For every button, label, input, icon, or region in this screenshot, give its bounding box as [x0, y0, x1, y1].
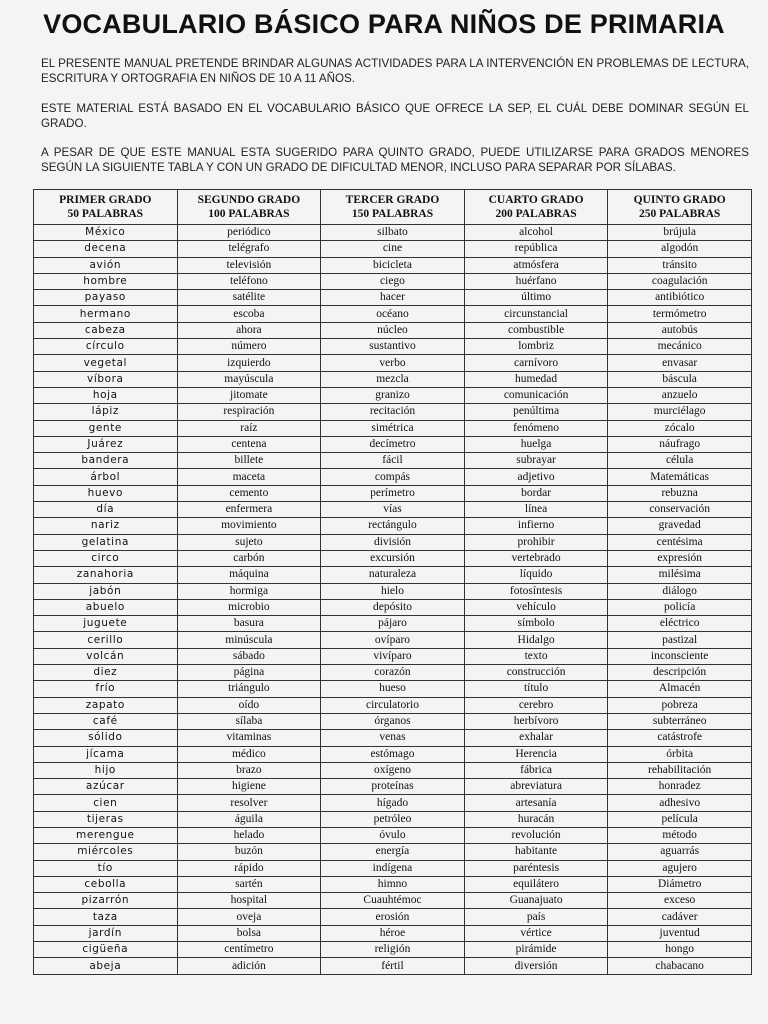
word-cell-primer-grado: hoja — [34, 387, 178, 403]
word-cell-primer-grado: jardín — [34, 925, 178, 941]
table-row — [34, 387, 752, 403]
word-cell-primer-grado: México — [34, 225, 178, 241]
word-cell-tercer-grado: mezcla — [321, 371, 465, 387]
word-cell-cuarto-grado: último — [464, 290, 608, 306]
word-cell-primer-grado: abeja — [34, 958, 178, 974]
table-row — [34, 746, 752, 762]
word-cell-primer-grado: hombre — [34, 273, 178, 289]
table-row — [34, 844, 752, 860]
word-cell-cuarto-grado: combustible — [464, 322, 608, 338]
word-cell-tercer-grado: hígado — [321, 795, 465, 811]
word-cell-cuarto-grado: penúltima — [464, 404, 608, 420]
word-cell-primer-grado: payaso — [34, 290, 178, 306]
word-cell-primer-grado: zanahoria — [34, 567, 178, 583]
word-cell-cuarto-grado: abreviatura — [464, 779, 608, 795]
word-cell-segundo-grado: sartén — [177, 876, 321, 892]
word-cell-cuarto-grado: comunicación — [464, 387, 608, 403]
word-cell-quinto-grado: diálogo — [608, 583, 752, 599]
word-cell-cuarto-grado: paréntesis — [464, 860, 608, 876]
word-cell-cuarto-grado: huérfano — [464, 273, 608, 289]
word-cell-segundo-grado: brazo — [177, 762, 321, 778]
word-cell-primer-grado: gente — [34, 420, 178, 436]
word-cell-segundo-grado: mayúscula — [177, 371, 321, 387]
header-word-count: 100 PALABRAS — [208, 208, 290, 220]
word-cell-tercer-grado: vías — [321, 502, 465, 518]
word-cell-cuarto-grado: construcción — [464, 665, 608, 681]
word-cell-segundo-grado: microbio — [177, 599, 321, 615]
word-cell-quinto-grado: descripción — [608, 665, 752, 681]
table-row — [34, 436, 752, 452]
word-cell-tercer-grado: cine — [321, 241, 465, 257]
word-cell-quinto-grado: catástrofe — [608, 730, 752, 746]
word-cell-tercer-grado: energía — [321, 844, 465, 860]
table-row — [34, 420, 752, 436]
word-cell-quinto-grado: brújula — [608, 225, 752, 241]
word-cell-segundo-grado: raíz — [177, 420, 321, 436]
header-word-count: 250 PALABRAS — [639, 208, 721, 220]
word-cell-segundo-grado: maceta — [177, 469, 321, 485]
word-cell-segundo-grado: página — [177, 665, 321, 681]
word-cell-primer-grado: lápiz — [34, 404, 178, 420]
word-cell-primer-grado: Juárez — [34, 436, 178, 452]
word-cell-segundo-grado: teléfono — [177, 273, 321, 289]
word-cell-quinto-grado: anzuelo — [608, 387, 752, 403]
word-cell-segundo-grado: centímetro — [177, 942, 321, 958]
word-cell-quinto-grado: antibiótico — [608, 290, 752, 306]
word-cell-quinto-grado: juventud — [608, 925, 752, 941]
word-cell-cuarto-grado: infierno — [464, 518, 608, 534]
word-cell-quinto-grado: policía — [608, 599, 752, 615]
word-cell-quinto-grado: autobús — [608, 322, 752, 338]
table-row — [34, 942, 752, 958]
word-cell-quinto-grado: zócalo — [608, 420, 752, 436]
word-cell-quinto-grado: náufrago — [608, 436, 752, 452]
word-cell-tercer-grado: granizo — [321, 387, 465, 403]
word-cell-tercer-grado: compás — [321, 469, 465, 485]
word-cell-cuarto-grado: habitante — [464, 844, 608, 860]
word-cell-primer-grado: nariz — [34, 518, 178, 534]
word-cell-cuarto-grado: símbolo — [464, 616, 608, 632]
word-cell-primer-grado: avión — [34, 257, 178, 273]
table-row — [34, 958, 752, 974]
table-row — [34, 453, 752, 469]
word-cell-tercer-grado: himno — [321, 876, 465, 892]
word-cell-primer-grado: pizarrón — [34, 893, 178, 909]
word-cell-primer-grado: jabón — [34, 583, 178, 599]
word-cell-cuarto-grado: línea — [464, 502, 608, 518]
word-cell-quinto-grado: murciélago — [608, 404, 752, 420]
word-cell-segundo-grado: minúscula — [177, 632, 321, 648]
page-title: VOCABULARIO BÁSICO PARA NIÑOS DE PRIMARIA — [43, 9, 725, 39]
word-cell-cuarto-grado: texto — [464, 648, 608, 664]
word-cell-segundo-grado: televisión — [177, 257, 321, 273]
word-cell-primer-grado: diez — [34, 665, 178, 681]
word-cell-tercer-grado: naturaleza — [321, 567, 465, 583]
word-cell-cuarto-grado: república — [464, 241, 608, 257]
word-cell-segundo-grado: máquina — [177, 567, 321, 583]
word-cell-quinto-grado: coagulación — [608, 273, 752, 289]
word-cell-segundo-grado: satélite — [177, 290, 321, 306]
word-cell-cuarto-grado: cerebro — [464, 697, 608, 713]
word-cell-segundo-grado: oveja — [177, 909, 321, 925]
word-cell-tercer-grado: simétrica — [321, 420, 465, 436]
table-row — [34, 257, 752, 273]
header-primer-grado — [34, 190, 178, 225]
word-cell-primer-grado: cabeza — [34, 322, 178, 338]
word-cell-cuarto-grado: circunstancial — [464, 306, 608, 322]
word-cell-quinto-grado: cadáver — [608, 909, 752, 925]
word-cell-segundo-grado: triángulo — [177, 681, 321, 697]
vocabulary-table — [33, 189, 752, 975]
table-row — [34, 371, 752, 387]
word-cell-primer-grado: cebolla — [34, 876, 178, 892]
header-segundo-grado — [177, 190, 321, 225]
word-cell-cuarto-grado: atmósfera — [464, 257, 608, 273]
word-cell-segundo-grado: ahora — [177, 322, 321, 338]
word-cell-cuarto-grado: diversión — [464, 958, 608, 974]
word-cell-segundo-grado: jitomate — [177, 387, 321, 403]
word-cell-primer-grado: bandera — [34, 453, 178, 469]
word-cell-segundo-grado: resolver — [177, 795, 321, 811]
table-row — [34, 730, 752, 746]
word-cell-tercer-grado: excursión — [321, 550, 465, 566]
word-cell-quinto-grado: exceso — [608, 893, 752, 909]
word-cell-primer-grado: taza — [34, 909, 178, 925]
word-cell-quinto-grado: expresión — [608, 550, 752, 566]
word-cell-segundo-grado: cemento — [177, 485, 321, 501]
table-row — [34, 909, 752, 925]
word-cell-segundo-grado: centena — [177, 436, 321, 452]
word-cell-tercer-grado: pájaro — [321, 616, 465, 632]
table-row — [34, 550, 752, 566]
word-cell-tercer-grado: depósito — [321, 599, 465, 615]
word-cell-tercer-grado: circulatorio — [321, 697, 465, 713]
word-cell-tercer-grado: corazón — [321, 665, 465, 681]
table-row — [34, 697, 752, 713]
word-cell-primer-grado: azúcar — [34, 779, 178, 795]
table-row — [34, 322, 752, 338]
word-cell-cuarto-grado: carnívoro — [464, 355, 608, 371]
word-cell-segundo-grado: billete — [177, 453, 321, 469]
word-cell-cuarto-grado: prohibir — [464, 534, 608, 550]
table-row — [34, 355, 752, 371]
word-cell-tercer-grado: Cuauhtémoc — [321, 893, 465, 909]
table-header-row — [34, 190, 752, 225]
word-cell-tercer-grado: decímetro — [321, 436, 465, 452]
word-cell-cuarto-grado: lombriz — [464, 339, 608, 355]
word-cell-primer-grado: cerillo — [34, 632, 178, 648]
word-cell-primer-grado: vegetal — [34, 355, 178, 371]
table-row — [34, 860, 752, 876]
word-cell-segundo-grado: sílaba — [177, 713, 321, 729]
header-grade: TERCER GRADO — [345, 194, 440, 206]
word-cell-cuarto-grado: equilátero — [464, 876, 608, 892]
word-cell-cuarto-grado: herbívoro — [464, 713, 608, 729]
table-row — [34, 648, 752, 664]
word-cell-tercer-grado: héroe — [321, 925, 465, 941]
word-cell-primer-grado: juguete — [34, 616, 178, 632]
word-cell-quinto-grado: inconsciente — [608, 648, 752, 664]
word-cell-tercer-grado: petróleo — [321, 811, 465, 827]
word-cell-quinto-grado: envasar — [608, 355, 752, 371]
word-cell-tercer-grado: silbato — [321, 225, 465, 241]
word-cell-tercer-grado: hueso — [321, 681, 465, 697]
table-row — [34, 811, 752, 827]
word-cell-segundo-grado: oído — [177, 697, 321, 713]
word-cell-segundo-grado: águila — [177, 811, 321, 827]
intro-paragraph-3: A PESAR DE QUE ESTE MANUAL ESTA SUGERIDO PARA QUINTO GRADO, PUEDE UTILIZARSE PARA GRADOS MENORES SEGÚN LA SIGUIENTE TABLA Y CON UN GRADO DE DIFICULTAD MENOR, INCLUSO PARA SEPARAR POR SÍLABAS. — [41, 146, 749, 174]
word-cell-cuarto-grado: bordar — [464, 485, 608, 501]
word-cell-tercer-grado: verbo — [321, 355, 465, 371]
word-cell-cuarto-grado: Hidalgo — [464, 632, 608, 648]
word-cell-primer-grado: círculo — [34, 339, 178, 355]
word-cell-tercer-grado: ovíparo — [321, 632, 465, 648]
word-cell-quinto-grado: honradez — [608, 779, 752, 795]
word-cell-primer-grado: huevo — [34, 485, 178, 501]
header-grade: PRIMER GRADO — [59, 194, 152, 206]
table-row — [34, 567, 752, 583]
table-row — [34, 290, 752, 306]
word-cell-quinto-grado: método — [608, 827, 752, 843]
word-cell-quinto-grado: pastizal — [608, 632, 752, 648]
word-cell-tercer-grado: ciego — [321, 273, 465, 289]
table-row — [34, 485, 752, 501]
word-cell-tercer-grado: indígena — [321, 860, 465, 876]
word-cell-cuarto-grado: vehículo — [464, 599, 608, 615]
word-cell-quinto-grado: termómetro — [608, 306, 752, 322]
table-row — [34, 893, 752, 909]
word-cell-tercer-grado: religión — [321, 942, 465, 958]
header-cuarto-grado — [464, 190, 608, 225]
word-cell-segundo-grado: escoba — [177, 306, 321, 322]
word-cell-tercer-grado: oxígeno — [321, 762, 465, 778]
table-row — [34, 827, 752, 843]
header-grade: CUARTO GRADO — [488, 194, 584, 206]
word-cell-segundo-grado: rápido — [177, 860, 321, 876]
word-cell-primer-grado: árbol — [34, 469, 178, 485]
word-cell-tercer-grado: océano — [321, 306, 465, 322]
word-cell-tercer-grado: órganos — [321, 713, 465, 729]
word-cell-segundo-grado: movimiento — [177, 518, 321, 534]
word-cell-segundo-grado: sujeto — [177, 534, 321, 550]
word-cell-segundo-grado: higiene — [177, 779, 321, 795]
table-row — [34, 665, 752, 681]
word-cell-tercer-grado: venas — [321, 730, 465, 746]
word-cell-cuarto-grado: exhalar — [464, 730, 608, 746]
word-cell-cuarto-grado: adjetivo — [464, 469, 608, 485]
word-cell-cuarto-grado: subrayar — [464, 453, 608, 469]
word-cell-cuarto-grado: revolución — [464, 827, 608, 843]
word-cell-quinto-grado: gravedad — [608, 518, 752, 534]
table-row — [34, 241, 752, 257]
table-row — [34, 534, 752, 550]
word-cell-primer-grado: día — [34, 502, 178, 518]
table-row — [34, 339, 752, 355]
word-cell-segundo-grado: carbón — [177, 550, 321, 566]
word-cell-tercer-grado: hielo — [321, 583, 465, 599]
word-cell-tercer-grado: recitación — [321, 404, 465, 420]
word-cell-primer-grado: tío — [34, 860, 178, 876]
word-cell-cuarto-grado: vertebrado — [464, 550, 608, 566]
table-row — [34, 779, 752, 795]
word-cell-quinto-grado: rehabilitación — [608, 762, 752, 778]
word-cell-primer-grado: circo — [34, 550, 178, 566]
table-row — [34, 616, 752, 632]
word-cell-primer-grado: café — [34, 713, 178, 729]
intro-paragraph-2: ESTE MATERIAL ESTÁ BASADO EN EL VOCABULARIO BÁSICO QUE OFRECE LA SEP, EL CUÁL DEBE DOMINAR SEGÚN EL GRADO. — [41, 102, 749, 130]
word-cell-primer-grado: miércoles — [34, 844, 178, 860]
word-cell-quinto-grado: báscula — [608, 371, 752, 387]
word-cell-tercer-grado: vivíparo — [321, 648, 465, 664]
word-cell-segundo-grado: adición — [177, 958, 321, 974]
word-cell-tercer-grado: perímetro — [321, 485, 465, 501]
word-cell-cuarto-grado: huelga — [464, 436, 608, 452]
table-row — [34, 518, 752, 534]
word-cell-quinto-grado: agujero — [608, 860, 752, 876]
table-row — [34, 225, 752, 241]
word-cell-tercer-grado: división — [321, 534, 465, 550]
word-cell-primer-grado: zapato — [34, 697, 178, 713]
word-cell-quinto-grado: pobreza — [608, 697, 752, 713]
word-cell-segundo-grado: médico — [177, 746, 321, 762]
word-cell-tercer-grado: erosión — [321, 909, 465, 925]
word-cell-primer-grado: cien — [34, 795, 178, 811]
word-cell-tercer-grado: óvulo — [321, 827, 465, 843]
word-cell-segundo-grado: vitaminas — [177, 730, 321, 746]
word-cell-segundo-grado: periódico — [177, 225, 321, 241]
word-cell-quinto-grado: algodón — [608, 241, 752, 257]
word-cell-primer-grado: frío — [34, 681, 178, 697]
word-cell-segundo-grado: helado — [177, 827, 321, 843]
word-cell-segundo-grado: bolsa — [177, 925, 321, 941]
word-cell-primer-grado: hermano — [34, 306, 178, 322]
word-cell-tercer-grado: bicicleta — [321, 257, 465, 273]
word-cell-cuarto-grado: pirámide — [464, 942, 608, 958]
word-cell-cuarto-grado: país — [464, 909, 608, 925]
word-cell-quinto-grado: tránsito — [608, 257, 752, 273]
table-row — [34, 583, 752, 599]
word-cell-cuarto-grado: líquido — [464, 567, 608, 583]
word-cell-segundo-grado: buzón — [177, 844, 321, 860]
table-row — [34, 762, 752, 778]
word-cell-quinto-grado: subterráneo — [608, 713, 752, 729]
word-cell-cuarto-grado: humedad — [464, 371, 608, 387]
word-cell-quinto-grado: hongo — [608, 942, 752, 958]
table-row — [34, 632, 752, 648]
word-cell-quinto-grado: conservación — [608, 502, 752, 518]
word-cell-segundo-grado: sábado — [177, 648, 321, 664]
word-cell-quinto-grado: centésima — [608, 534, 752, 550]
word-cell-quinto-grado: aguarrás — [608, 844, 752, 860]
word-cell-quinto-grado: mecánico — [608, 339, 752, 355]
word-cell-primer-grado: volcán — [34, 648, 178, 664]
word-cell-segundo-grado: enfermera — [177, 502, 321, 518]
table-row — [34, 469, 752, 485]
word-cell-tercer-grado: fértil — [321, 958, 465, 974]
table-row — [34, 925, 752, 941]
word-cell-cuarto-grado: vértice — [464, 925, 608, 941]
word-cell-tercer-grado: proteínas — [321, 779, 465, 795]
word-cell-tercer-grado: hacer — [321, 290, 465, 306]
word-cell-primer-grado: sólido — [34, 730, 178, 746]
word-cell-primer-grado: víbora — [34, 371, 178, 387]
word-cell-quinto-grado: célula — [608, 453, 752, 469]
header-word-count: 200 PALABRAS — [495, 208, 577, 220]
word-cell-tercer-grado: sustantivo — [321, 339, 465, 355]
word-cell-tercer-grado: rectángulo — [321, 518, 465, 534]
word-cell-segundo-grado: respiración — [177, 404, 321, 420]
word-cell-cuarto-grado: artesanía — [464, 795, 608, 811]
word-cell-quinto-grado: órbita — [608, 746, 752, 762]
word-cell-primer-grado: abuelo — [34, 599, 178, 615]
word-cell-primer-grado: gelatina — [34, 534, 178, 550]
header-tercer-grado — [321, 190, 465, 225]
word-cell-segundo-grado: hospital — [177, 893, 321, 909]
table-row — [34, 273, 752, 289]
header-word-count: 150 PALABRAS — [351, 208, 434, 220]
table-row — [34, 795, 752, 811]
table-row — [34, 404, 752, 420]
word-cell-tercer-grado: estómago — [321, 746, 465, 762]
word-cell-tercer-grado: fácil — [321, 453, 465, 469]
word-cell-segundo-grado: izquierdo — [177, 355, 321, 371]
word-cell-quinto-grado: chabacano — [608, 958, 752, 974]
word-cell-segundo-grado: telégrafo — [177, 241, 321, 257]
header-grade: QUINTO GRADO — [633, 194, 726, 206]
word-cell-tercer-grado: núcleo — [321, 322, 465, 338]
header-word-count: 50 PALABRAS — [67, 208, 144, 220]
table-row — [34, 681, 752, 697]
word-cell-cuarto-grado: alcohol — [464, 225, 608, 241]
word-cell-cuarto-grado: huracán — [464, 811, 608, 827]
word-cell-segundo-grado: número — [177, 339, 321, 355]
word-cell-primer-grado: tijeras — [34, 811, 178, 827]
intro-paragraph-1: EL PRESENTE MANUAL PRETENDE BRINDAR ALGUNAS ACTIVIDADES PARA LA INTERVENCIÓN EN PROBLEMAS DE LECTURA, ESCRITURA Y ORTOGRAFIA EN NIÑOS DE 10 A 11 AÑOS. — [41, 57, 749, 85]
word-cell-quinto-grado: milésima — [608, 567, 752, 583]
table-row — [34, 502, 752, 518]
word-cell-cuarto-grado: Herencia — [464, 746, 608, 762]
word-cell-primer-grado: decena — [34, 241, 178, 257]
word-cell-quinto-grado: Diámetro — [608, 876, 752, 892]
word-cell-quinto-grado: rebuzna — [608, 485, 752, 501]
table-row — [34, 713, 752, 729]
table-row — [34, 306, 752, 322]
word-cell-cuarto-grado: fotosíntesis — [464, 583, 608, 599]
word-cell-quinto-grado: película — [608, 811, 752, 827]
word-cell-cuarto-grado: fábrica — [464, 762, 608, 778]
header-grade: SEGUNDO GRADO — [197, 194, 301, 206]
table-row — [34, 599, 752, 615]
header-quinto-grado — [608, 190, 752, 225]
word-cell-quinto-grado: Almacén — [608, 681, 752, 697]
table-body — [34, 225, 752, 975]
word-cell-primer-grado: jícama — [34, 746, 178, 762]
word-cell-primer-grado: cigüeña — [34, 942, 178, 958]
word-cell-quinto-grado: adhesivo — [608, 795, 752, 811]
word-cell-cuarto-grado: título — [464, 681, 608, 697]
word-cell-segundo-grado: hormiga — [177, 583, 321, 599]
word-cell-cuarto-grado: fenómeno — [464, 420, 608, 436]
word-cell-cuarto-grado: Guanajuato — [464, 893, 608, 909]
word-cell-primer-grado: hijo — [34, 762, 178, 778]
table-row — [34, 876, 752, 892]
word-cell-quinto-grado: eléctrico — [608, 616, 752, 632]
word-cell-quinto-grado: Matemáticas — [608, 469, 752, 485]
word-cell-segundo-grado: basura — [177, 616, 321, 632]
word-cell-primer-grado: merengue — [34, 827, 178, 843]
